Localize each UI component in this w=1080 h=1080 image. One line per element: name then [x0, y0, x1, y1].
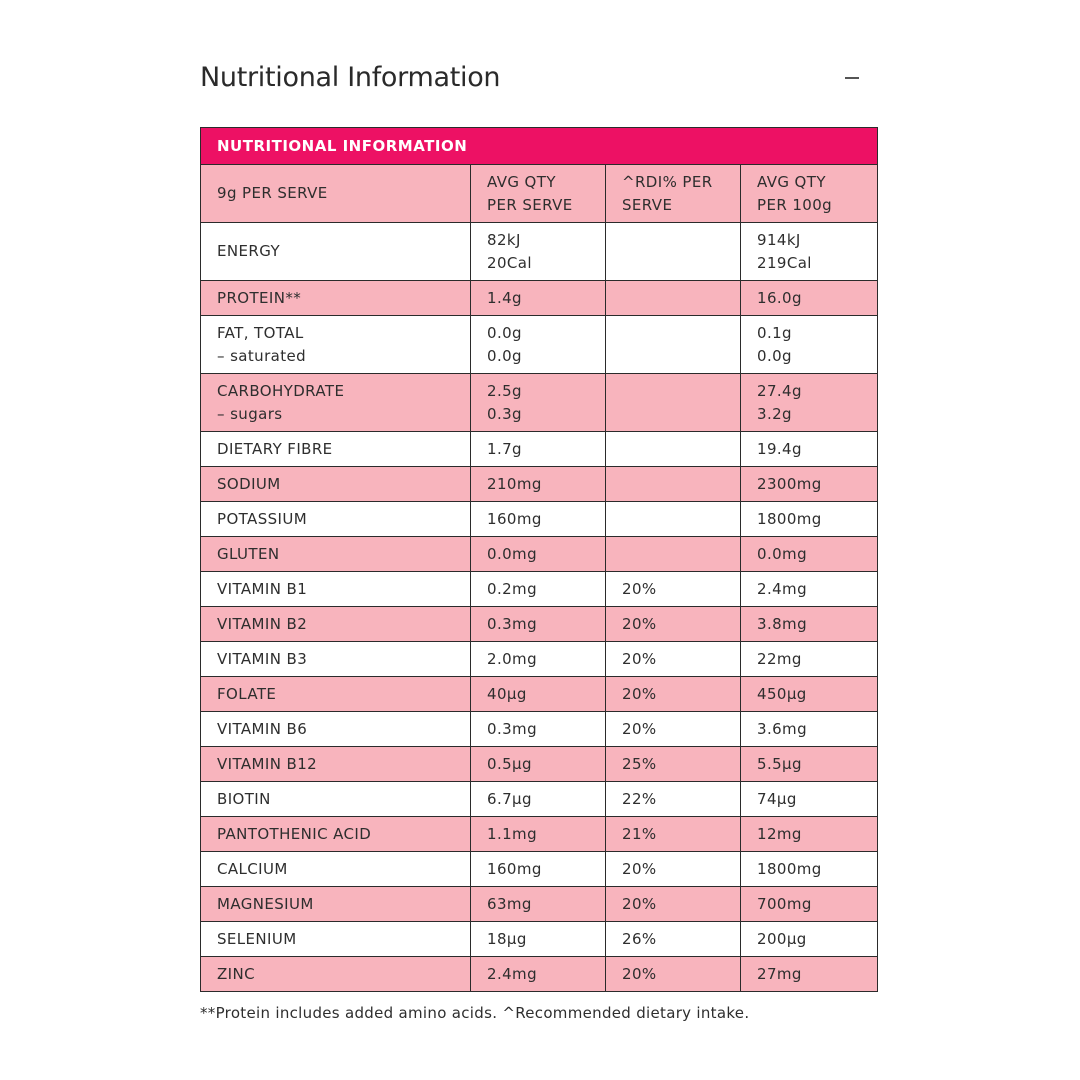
- table-header-row: [201, 165, 878, 223]
- column-header-4-line: PER 100g: [757, 195, 833, 214]
- per-100g-cell: [741, 922, 878, 957]
- table-row: [201, 922, 878, 957]
- table-row: [201, 817, 878, 852]
- per-serve-cell: [471, 432, 606, 467]
- nutrient-cell: [201, 712, 471, 747]
- per-100g-cell-line: 0.0mg: [757, 544, 807, 563]
- per-serve-cell: [471, 677, 606, 712]
- per-serve-cell-line: 0.5µg: [487, 754, 532, 773]
- per-100g-cell: [741, 712, 878, 747]
- per-100g-cell: [741, 747, 878, 782]
- per-100g-cell-line: 2300mg: [757, 474, 822, 493]
- rdi-cell: [606, 957, 741, 992]
- rdi-cell: [606, 782, 741, 817]
- nutrient-cell-line: CALCIUM: [217, 859, 288, 878]
- nutrient-cell-line: VITAMIN B1: [217, 579, 308, 598]
- table-row: [201, 467, 878, 502]
- nutrient-cell: [201, 782, 471, 817]
- per-100g-cell-line: 3.8mg: [757, 614, 807, 633]
- per-serve-cell-line: 18µg: [487, 929, 527, 948]
- nutrient-cell-line: – saturated: [217, 346, 307, 365]
- per-serve-cell-line: 63mg: [487, 894, 532, 913]
- rdi-cell: [606, 537, 741, 572]
- per-serve-cell-line: 0.2mg: [487, 579, 537, 598]
- per-serve-cell: [471, 642, 606, 677]
- per-100g-cell-line: 3.6mg: [757, 719, 807, 738]
- nutrient-cell-line: SELENIUM: [217, 929, 297, 948]
- per-serve-cell-line: 0.0g: [487, 346, 522, 365]
- per-100g-cell-line: 22mg: [757, 649, 802, 668]
- per-100g-cell: [741, 677, 878, 712]
- per-serve-cell-line: 6.7µg: [487, 789, 532, 808]
- per-100g-cell: [741, 572, 878, 607]
- per-serve-cell: [471, 316, 606, 374]
- section-title: Nutritional Information: [200, 62, 501, 93]
- per-serve-cell: [471, 607, 606, 642]
- per-100g-cell-line: 1800mg: [757, 509, 822, 528]
- footnote: **Protein includes added amino acids. ^Recommended dietary intake.: [200, 1004, 750, 1022]
- per-100g-cell: [741, 223, 878, 281]
- rdi-cell: [606, 712, 741, 747]
- nutrient-cell-line: FAT, TOTAL: [217, 323, 304, 342]
- rdi-cell: [606, 223, 741, 281]
- per-100g-cell-line: 200µg: [757, 929, 807, 948]
- per-100g-cell: [741, 432, 878, 467]
- table-row: [201, 572, 878, 607]
- nutrient-cell-line: BIOTIN: [217, 789, 271, 808]
- column-header-2-line: AVG QTY: [487, 172, 556, 191]
- column-header-4: [741, 165, 878, 223]
- per-100g-cell-line: 0.0g: [757, 346, 792, 365]
- table-row: [201, 712, 878, 747]
- per-100g-cell-line: 27.4g: [757, 381, 802, 400]
- rdi-cell: [606, 432, 741, 467]
- nutrient-cell-line: ENERGY: [217, 242, 281, 260]
- per-100g-cell-line: 914kJ: [757, 230, 801, 249]
- per-serve-cell-line: 0.3g: [487, 404, 522, 423]
- rdi-cell-line: 20%: [622, 649, 657, 668]
- per-100g-cell-line: 2.4mg: [757, 579, 807, 598]
- per-100g-cell-line: 700mg: [757, 894, 812, 913]
- rdi-cell: [606, 467, 741, 502]
- nutrient-cell-line: VITAMIN B6: [217, 719, 308, 738]
- nutrient-cell: [201, 747, 471, 782]
- nutrient-cell-line: FOLATE: [217, 684, 277, 703]
- rdi-cell-line: 20%: [622, 684, 657, 703]
- per-serve-cell-line: 160mg: [487, 509, 542, 528]
- column-header-3-line: SERVE: [622, 195, 673, 214]
- per-serve-cell-line: 0.3mg: [487, 719, 537, 738]
- column-header-1-line: 9g PER SERVE: [217, 184, 328, 202]
- rdi-cell: [606, 607, 741, 642]
- per-100g-cell: [741, 374, 878, 432]
- per-100g-cell: [741, 887, 878, 922]
- rdi-cell-line: 20%: [622, 859, 657, 878]
- nutrient-cell: [201, 374, 471, 432]
- per-100g-cell-line: 27mg: [757, 964, 802, 983]
- nutrient-cell: [201, 572, 471, 607]
- rdi-cell: [606, 374, 741, 432]
- per-serve-cell: [471, 782, 606, 817]
- per-100g-cell-line: 3.2g: [757, 404, 792, 423]
- per-serve-cell: [471, 712, 606, 747]
- rdi-cell: [606, 572, 741, 607]
- nutrient-cell: [201, 852, 471, 887]
- rdi-cell: [606, 922, 741, 957]
- per-serve-cell-line: 160mg: [487, 859, 542, 878]
- per-100g-cell-line: 74µg: [757, 789, 797, 808]
- nutrient-cell-line: PROTEIN**: [217, 288, 302, 307]
- nutrient-cell-line: VITAMIN B2: [217, 614, 308, 633]
- per-100g-cell: [741, 316, 878, 374]
- rdi-cell: [606, 887, 741, 922]
- per-serve-cell: [471, 817, 606, 852]
- per-serve-cell-line: 20Cal: [487, 253, 532, 272]
- rdi-cell-line: 20%: [622, 894, 657, 913]
- nutrient-cell: [201, 922, 471, 957]
- nutrient-cell: [201, 316, 471, 374]
- table-row: [201, 607, 878, 642]
- nutrient-cell-line: DIETARY FIBRE: [217, 439, 333, 458]
- column-header-1: [201, 165, 471, 223]
- per-100g-cell-line: 12mg: [757, 824, 802, 843]
- table-row: [201, 502, 878, 537]
- nutrient-cell: [201, 887, 471, 922]
- per-serve-cell: [471, 537, 606, 572]
- nutrient-cell: [201, 607, 471, 642]
- collapse-button[interactable]: [836, 62, 868, 94]
- nutrient-cell-line: ZINC: [217, 964, 255, 983]
- per-100g-cell-line: 5.5µg: [757, 754, 802, 773]
- per-serve-cell: [471, 223, 606, 281]
- rdi-cell: [606, 677, 741, 712]
- nutrient-cell-line: VITAMIN B3: [217, 649, 308, 668]
- table-row: [201, 887, 878, 922]
- column-header-3: [606, 165, 741, 223]
- per-100g-cell: [741, 607, 878, 642]
- per-100g-cell: [741, 782, 878, 817]
- per-100g-cell: [741, 537, 878, 572]
- table-banner: NUTRITIONAL INFORMATION: [201, 128, 878, 165]
- per-100g-cell: [741, 817, 878, 852]
- per-serve-cell-line: 82kJ: [487, 230, 521, 249]
- rdi-cell-line: 25%: [622, 754, 657, 773]
- nutrient-cell: [201, 642, 471, 677]
- per-100g-cell: [741, 467, 878, 502]
- rdi-cell: [606, 316, 741, 374]
- rdi-cell: [606, 281, 741, 316]
- column-header-4-line: AVG QTY: [757, 172, 826, 191]
- rdi-cell: [606, 747, 741, 782]
- per-100g-cell: [741, 502, 878, 537]
- per-serve-cell-line: 2.5g: [487, 381, 522, 400]
- table-row: [201, 852, 878, 887]
- rdi-cell-line: 20%: [622, 614, 657, 633]
- table-row: [201, 782, 878, 817]
- per-serve-cell: [471, 467, 606, 502]
- nutrient-cell: [201, 502, 471, 537]
- per-serve-cell: [471, 572, 606, 607]
- per-100g-cell-line: 1800mg: [757, 859, 822, 878]
- table-row: [201, 537, 878, 572]
- per-serve-cell: [471, 747, 606, 782]
- per-serve-cell-line: 1.4g: [487, 288, 522, 307]
- table-row: [201, 316, 878, 374]
- table-row: [201, 957, 878, 992]
- nutrient-cell: [201, 467, 471, 502]
- nutrient-cell-line: VITAMIN B12: [217, 754, 318, 773]
- table-row: [201, 223, 878, 281]
- per-serve-cell-line: 0.0mg: [487, 544, 537, 563]
- rdi-cell-line: 20%: [622, 579, 657, 598]
- per-serve-cell-line: 210mg: [487, 474, 542, 493]
- per-serve-cell-line: 0.0g: [487, 323, 522, 342]
- column-header-3-line: ^RDI% PER: [622, 172, 713, 191]
- nutrient-cell: [201, 677, 471, 712]
- rdi-cell-line: 22%: [622, 789, 657, 808]
- per-serve-cell-line: 1.1mg: [487, 824, 537, 843]
- per-serve-cell: [471, 281, 606, 316]
- rdi-cell: [606, 852, 741, 887]
- table-row: [201, 642, 878, 677]
- nutrient-cell-line: PANTOTHENIC ACID: [217, 824, 372, 843]
- per-100g-cell-line: 16.0g: [757, 288, 802, 307]
- per-100g-cell: [741, 281, 878, 316]
- table-row: [201, 677, 878, 712]
- per-serve-cell-line: 1.7g: [487, 439, 522, 458]
- nutrient-cell: [201, 281, 471, 316]
- rdi-cell-line: 20%: [622, 719, 657, 738]
- per-100g-cell-line: 450µg: [757, 684, 807, 703]
- nutrient-cell: [201, 223, 471, 281]
- per-serve-cell: [471, 922, 606, 957]
- nutrient-cell: [201, 817, 471, 852]
- column-header-2-line: PER SERVE: [487, 195, 573, 214]
- nutrient-cell-line: CARBOHYDRATE: [217, 381, 345, 400]
- rdi-cell-line: 20%: [622, 964, 657, 983]
- per-serve-cell-line: 2.4mg: [487, 964, 537, 983]
- rdi-cell: [606, 817, 741, 852]
- rdi-cell: [606, 502, 741, 537]
- per-serve-cell-line: 0.3mg: [487, 614, 537, 633]
- per-serve-cell: [471, 502, 606, 537]
- rdi-cell: [606, 642, 741, 677]
- per-100g-cell-line: 0.1g: [757, 323, 792, 342]
- nutrient-cell: [201, 537, 471, 572]
- per-100g-cell: [741, 957, 878, 992]
- per-100g-cell: [741, 642, 878, 677]
- per-100g-cell: [741, 852, 878, 887]
- nutrient-cell-line: SODIUM: [217, 474, 281, 493]
- table-row: [201, 747, 878, 782]
- nutrient-cell-line: – sugars: [217, 404, 283, 423]
- table-row: [201, 374, 878, 432]
- nutrient-cell: [201, 957, 471, 992]
- nutrient-cell: [201, 432, 471, 467]
- rdi-cell-line: 26%: [622, 929, 657, 948]
- table-row: [201, 281, 878, 316]
- per-100g-cell-line: 19.4g: [757, 439, 802, 458]
- table-row: [201, 432, 878, 467]
- nutrient-cell-line: GLUTEN: [217, 544, 280, 563]
- per-serve-cell: [471, 852, 606, 887]
- rdi-cell-line: 21%: [622, 824, 657, 843]
- per-serve-cell: [471, 887, 606, 922]
- nutrient-cell-line: POTASSIUM: [217, 509, 308, 528]
- per-serve-cell-line: 40µg: [487, 684, 527, 703]
- nutrition-table: [200, 127, 878, 992]
- per-100g-cell-line: 219Cal: [757, 253, 812, 272]
- per-serve-cell-line: 2.0mg: [487, 649, 537, 668]
- nutrient-cell-line: MAGNESIUM: [217, 894, 314, 913]
- column-header-2: [471, 165, 606, 223]
- per-serve-cell: [471, 957, 606, 992]
- minus-icon: [845, 77, 859, 79]
- per-serve-cell: [471, 374, 606, 432]
